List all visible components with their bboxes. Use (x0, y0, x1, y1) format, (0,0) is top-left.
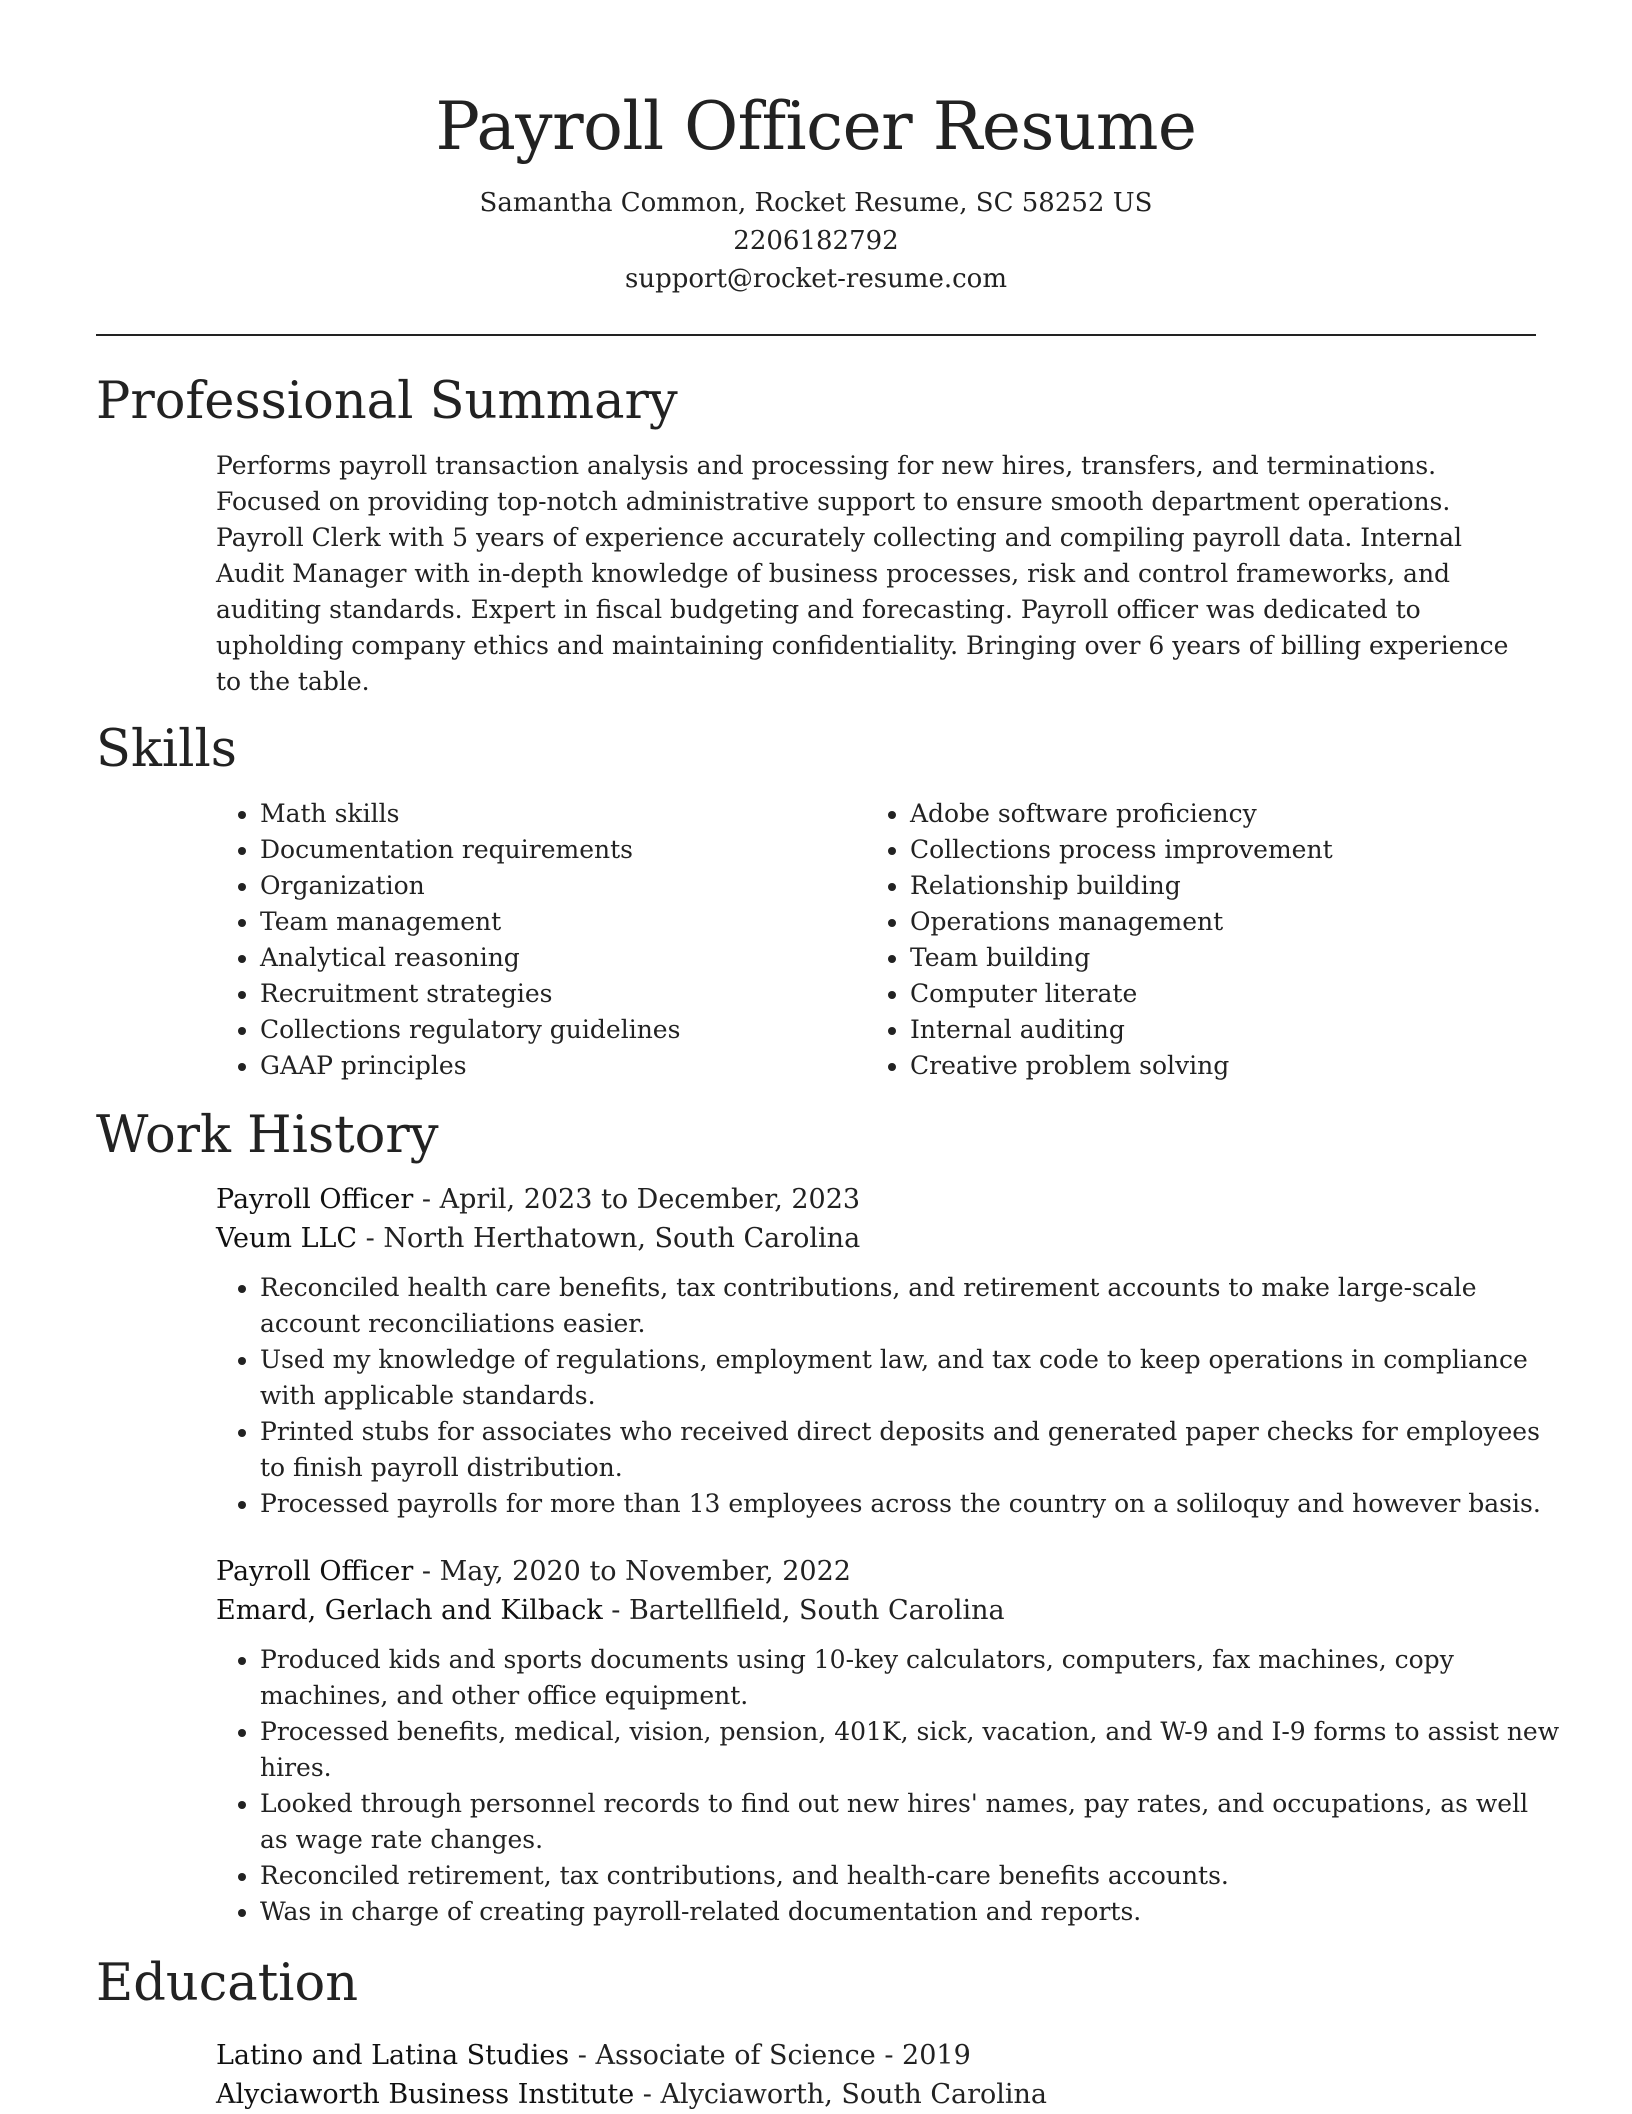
skill-item: • Creative problem solving (910, 1048, 1516, 1084)
skill-item: • Internal auditing (910, 1012, 1516, 1048)
education-entry (216, 2036, 1536, 2114)
job-bullet: • Produced kids and sports documents using 10-key calculators, computers, fax machines, copy machines, and other office equipment. (260, 1642, 1560, 1714)
education-school-location: - Alyciaworth, South Carolina (634, 2079, 1048, 2110)
section-heading-work: Work History (96, 1106, 439, 1165)
skill-item: • Collections regulatory guidelines (260, 1012, 866, 1048)
job-bullet: • Reconciled health care benefits, tax contributions, and retirement accounts to make large-scale account reconciliations easier. (260, 1270, 1560, 1342)
education-school-line (216, 2075, 1536, 2114)
job-dates: - April, 2023 to December, 2023 (413, 1184, 861, 1215)
job-bullet: • Reconciled retirement, tax contributions, and health-care benefits accounts. (260, 1858, 1560, 1894)
skills-section (96, 718, 1536, 1084)
contact-email: support@rocket-resume.com (624, 264, 1007, 294)
job-company: Veum LLC (216, 1223, 358, 1254)
skill-item: • Relationship building (910, 868, 1516, 904)
job-bullet: • Was in charge of creating payroll-related documentation and reports. (260, 1894, 1560, 1930)
skill-item: • Team building (910, 940, 1516, 976)
job-title-line (216, 1180, 1536, 1219)
job-bullets (216, 1642, 1560, 1930)
job-bullet: • Looked through personnel records to find out new hires' names, pay rates, and occupations, as well as wage rate changes. (260, 1786, 1560, 1858)
skill-item: • Recruitment strategies (260, 976, 866, 1012)
skill-item: • Collections process improvement (910, 832, 1516, 868)
job-company-line (216, 1219, 1536, 1258)
section-heading-summary: Professional Summary (96, 372, 678, 431)
job-title: Payroll Officer (216, 1184, 414, 1215)
skills-list-right (866, 796, 1516, 1084)
job-bullet: • Printed stubs for associates who received direct deposits and generated paper checks for employees to finish payroll distribution. (260, 1414, 1560, 1486)
contact-address: Samantha Common, Rocket Resume, SC 58252 US (479, 188, 1153, 218)
job-bullet: • Used my knowledge of regulations, employment law, and tax code to keep operations in compliance with applicable standards. (260, 1342, 1560, 1414)
job-bullets (216, 1270, 1560, 1522)
education-degree-detail: - Associate of Science - 2019 (569, 2040, 971, 2071)
skill-item: • GAAP principles (260, 1048, 866, 1084)
job-bullet: • Processed payrolls for more than 13 employees across the country on a soliloquy and however basis. (260, 1486, 1560, 1522)
education-section (96, 1952, 1536, 2114)
skills-columns (216, 796, 1536, 1084)
section-heading-education: Education (96, 1954, 359, 2013)
skill-item: • Organization (260, 868, 866, 904)
job-dates: - May, 2020 to November, 2022 (413, 1556, 851, 1587)
work-section (96, 1104, 1560, 1930)
skill-item: • Operations management (910, 904, 1516, 940)
job-location: - Bartellfield, South Carolina (602, 1595, 1005, 1626)
education-school: Alyciaworth Business Institute (216, 2079, 635, 2110)
skill-item: • Documentation requirements (260, 832, 866, 868)
skill-item: • Analytical reasoning (260, 940, 866, 976)
job-title: Payroll Officer (216, 1556, 414, 1587)
section-heading-skills: Skills (96, 720, 237, 779)
summary-text: Performs payroll transaction analysis and processing for new hires, transfers, and terminations. Focused on providing top-notch administrative support to ensure smooth department operations. Payroll Clerk with 5 years of experience accurately collecting and compiling payroll data. Internal Audit Manager with in-depth knowledge of business processes, risk and control frameworks, and auditing standards. Expert in fiscal budgeting and forecasting. Payroll officer was dedicated to upholding company ethics and maintaining confidentiality. Bringing over 6 years of billing experience to the table. (216, 451, 1509, 696)
education-degree-line (216, 2036, 1536, 2075)
education-degree: Latino and Latina Studies (216, 2040, 570, 2071)
job-bullet: • Processed benefits, medical, vision, pension, 401K, sick, vacation, and W-9 and I-9 forms to assist new hires. (260, 1714, 1560, 1786)
header-divider (96, 334, 1536, 336)
skills-list-left (216, 796, 866, 1084)
resume-page (96, 0, 1560, 2114)
job-company: Emard, Gerlach and Kilback (216, 1595, 603, 1626)
skill-item: • Team management (260, 904, 866, 940)
summary-section (96, 370, 1536, 700)
skill-item: • Math skills (260, 796, 866, 832)
contact-phone: 2206182792 (733, 226, 899, 256)
job-entry (216, 1552, 1560, 1930)
skill-item: • Computer literate (910, 976, 1516, 1012)
job-title-line (216, 1552, 1536, 1591)
job-entry (216, 1180, 1541, 1522)
contact-block (96, 184, 1536, 298)
job-location: - North Herthatown, South Carolina (357, 1223, 861, 1254)
page-title: Payroll Officer Resume (435, 88, 1197, 165)
job-company-line (216, 1591, 1536, 1630)
skill-item: • Adobe software proficiency (910, 796, 1516, 832)
